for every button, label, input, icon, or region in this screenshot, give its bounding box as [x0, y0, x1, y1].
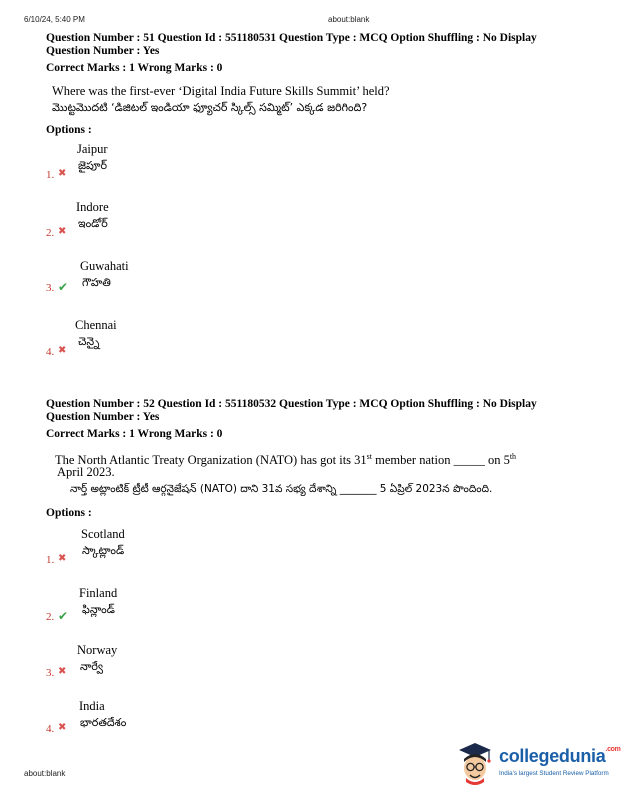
question-meta: Question Number : 52 Question Id : 551180532 Question Type : MCQ Option Shuffling : No Display: [46, 398, 537, 410]
question-text-part-b: member nation _____ on 5: [372, 453, 510, 468]
option-4-te: చెన్నై: [78, 335, 100, 348]
print-title: about:blank: [328, 15, 370, 24]
logo-wordmark: [499, 746, 621, 767]
option-3-en: Guwahati: [80, 259, 129, 273]
option-1-number: 1.: [46, 554, 55, 566]
logo-name: collegedunia: [499, 746, 606, 766]
option-4-en: India: [79, 699, 105, 713]
logo-tagline: India's largest Student Review Platform: [499, 770, 609, 777]
check-icon: ✔: [58, 280, 69, 294]
question-meta: Question Number : 51 Question Id : 551180531 Question Type : MCQ Option Shuffling : No Display: [46, 32, 537, 44]
option-4-number: 4.: [46, 723, 55, 735]
question-marks: Correct Marks : 1 Wrong Marks : 0: [46, 62, 223, 74]
option-3-number: 3.: [46, 667, 55, 679]
superscript-th: th: [509, 452, 517, 461]
option-1-number: 1.: [46, 169, 55, 181]
collegedunia-logo: [455, 740, 621, 788]
logo-suffix: .com: [605, 746, 621, 753]
cross-icon: ✖: [58, 345, 67, 356]
cross-icon: ✖: [58, 666, 67, 677]
option-4-te: భారతదేశం: [80, 716, 127, 729]
print-datetime: 6/10/24, 5:40 PM: [24, 15, 85, 24]
question-text-en: Where was the first-ever ‘Digital India Future Skills Summit’ held?: [52, 84, 390, 98]
option-1-te: జైపూర్: [78, 159, 107, 172]
question-text-part-a: The North Atlantic Treaty Organization (NATO) has got its 31: [55, 453, 367, 468]
question-text-en: [55, 449, 516, 468]
question-text-te: మొట్టమొదటి ‘డిజిటల్ ఇండియా ఫ్యూచర్ స్కిల్స్ సమ్మిట్’ ఎక్కడ జరిగింది?: [52, 101, 368, 114]
option-2-en: Indore: [76, 200, 109, 214]
option-2-en: Finland: [79, 586, 118, 600]
option-3-en: Norway: [77, 643, 118, 657]
question-marks: Correct Marks : 1 Wrong Marks : 0: [46, 428, 223, 440]
mascot-icon: [455, 740, 495, 786]
option-3-number: 3.: [46, 282, 55, 294]
cross-icon: ✖: [58, 168, 67, 179]
question-meta-2: Question Number : Yes: [46, 45, 160, 57]
options-label: Options :: [46, 124, 92, 136]
cross-icon: ✖: [58, 226, 67, 237]
option-1-en: Scotland: [81, 527, 125, 541]
option-2-te: ఇండోర్: [78, 217, 108, 230]
option-2-te: ఫిన్లాండ్: [82, 603, 115, 616]
cross-icon: ✖: [58, 722, 67, 733]
option-3-te: గౌహతి: [82, 276, 111, 289]
option-1-te: స్కాట్లాండ్: [82, 544, 125, 557]
option-4-en: Chennai: [75, 318, 117, 332]
superscript-st: st: [366, 452, 372, 461]
option-2-number: 2.: [46, 227, 55, 239]
question-text-te: నార్త్ అట్లాంటిక్ ట్రీటీ ఆర్గనైజేషన్ (NATO) దాని 31వ సభ్య దేశాన్ని _______ 5 ఏప్రిల్ 2023న పొందింది.: [70, 483, 493, 495]
question-text-en-line2: April 2023.: [57, 465, 115, 479]
print-footer-url: about:blank: [24, 769, 66, 778]
option-4-number: 4.: [46, 346, 55, 358]
check-icon: ✔: [58, 609, 69, 623]
cross-icon: ✖: [58, 553, 67, 564]
option-3-te: నార్వే: [80, 660, 103, 673]
options-label: Options :: [46, 507, 92, 519]
option-1-en: Jaipur: [77, 142, 108, 156]
question-meta-2: Question Number : Yes: [46, 411, 160, 423]
option-2-number: 2.: [46, 611, 55, 623]
